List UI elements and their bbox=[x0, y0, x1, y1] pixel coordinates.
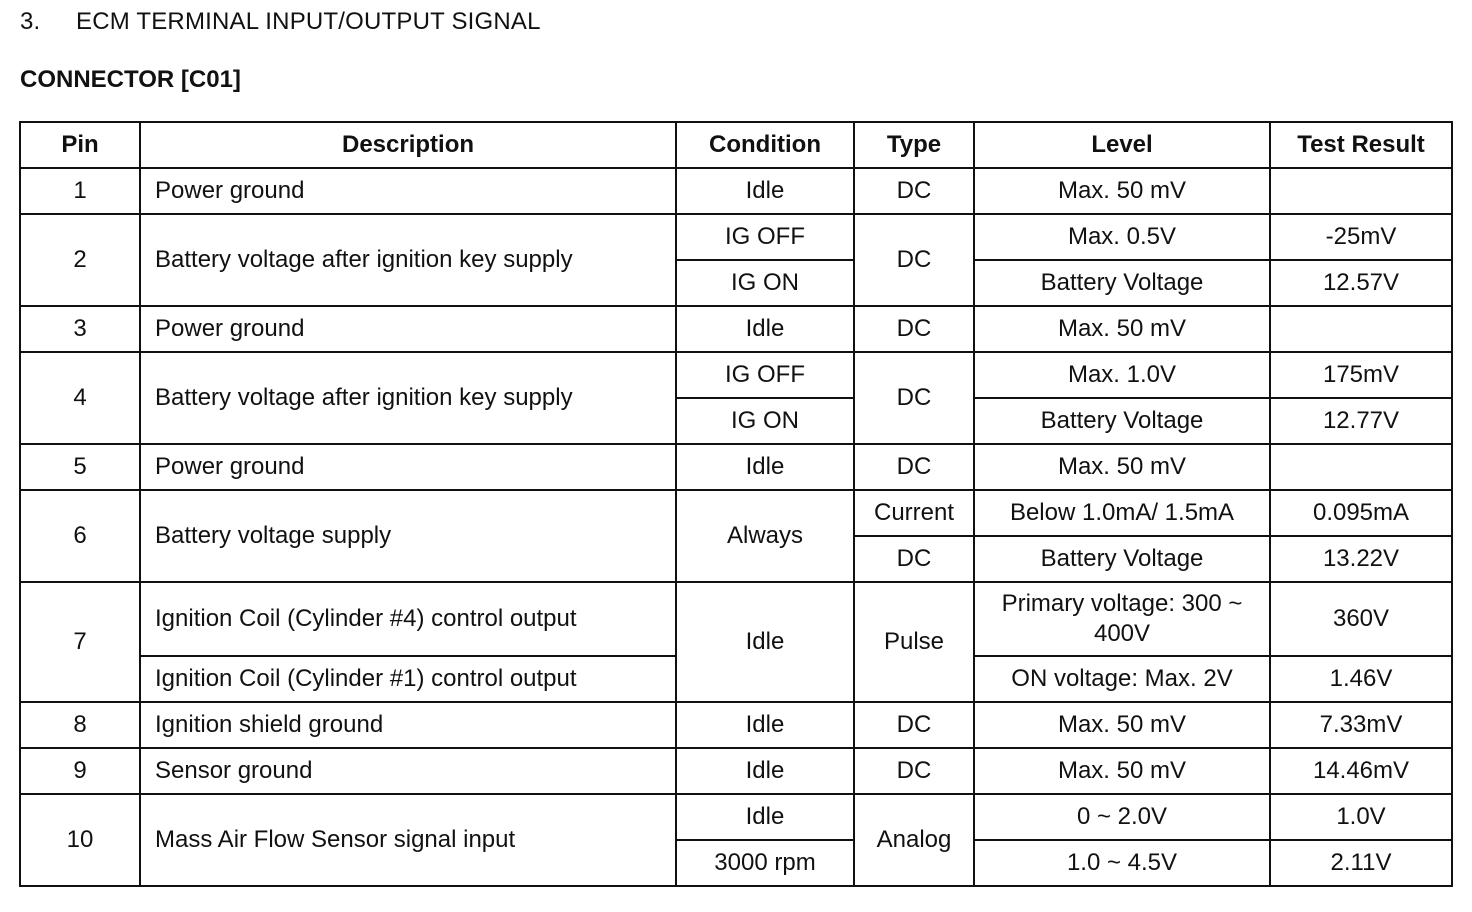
type-cell: DC bbox=[854, 352, 974, 444]
section-number: 3. bbox=[20, 8, 41, 35]
table-row bbox=[20, 794, 1452, 840]
header-row bbox=[20, 122, 1452, 168]
table-row bbox=[20, 168, 1452, 214]
header-type: Type bbox=[854, 122, 974, 168]
table-row bbox=[20, 214, 1452, 260]
pin-cell: 5 bbox=[20, 444, 140, 490]
result-cell: 0.095mA bbox=[1270, 490, 1452, 536]
section-title: ECM TERMINAL INPUT/OUTPUT SIGNAL bbox=[76, 8, 541, 35]
table-row bbox=[20, 702, 1452, 748]
condition-cell: 3000 rpm bbox=[676, 840, 854, 886]
type-cell: Analog bbox=[854, 794, 974, 886]
description-cell: Mass Air Flow Sensor signal input bbox=[140, 794, 676, 886]
pin-cell: 8 bbox=[20, 702, 140, 748]
result-cell bbox=[1270, 306, 1452, 352]
condition-cell: Idle bbox=[676, 582, 854, 702]
result-cell: 360V bbox=[1270, 582, 1452, 656]
header-test-result: Test Result bbox=[1270, 122, 1452, 168]
level-cell: Battery Voltage bbox=[974, 398, 1270, 444]
table-row bbox=[20, 490, 1452, 536]
description-cell: Ignition Coil (Cylinder #1) control output bbox=[140, 656, 676, 702]
level-cell: Below 1.0mA/ 1.5mA bbox=[974, 490, 1270, 536]
condition-cell: IG OFF bbox=[676, 352, 854, 398]
condition-cell: Idle bbox=[676, 168, 854, 214]
level-cell: Max. 50 mV bbox=[974, 444, 1270, 490]
table-row bbox=[20, 352, 1452, 398]
description-cell: Power ground bbox=[140, 306, 676, 352]
result-cell: 13.22V bbox=[1270, 536, 1452, 582]
description-cell: Power ground bbox=[140, 444, 676, 490]
type-cell: DC bbox=[854, 444, 974, 490]
pin-cell: 7 bbox=[20, 582, 140, 702]
description-cell: Sensor ground bbox=[140, 748, 676, 794]
level-cell: ON voltage: Max. 2V bbox=[974, 656, 1270, 702]
connector-title: CONNECTOR [C01] bbox=[20, 66, 241, 93]
pin-cell: 3 bbox=[20, 306, 140, 352]
condition-cell: IG OFF bbox=[676, 214, 854, 260]
description-cell: Battery voltage after ignition key supply bbox=[140, 214, 676, 306]
result-cell: 12.77V bbox=[1270, 398, 1452, 444]
result-cell: 1.46V bbox=[1270, 656, 1452, 702]
condition-cell: Idle bbox=[676, 444, 854, 490]
header-description: Description bbox=[140, 122, 676, 168]
level-cell: Primary voltage: 300 ~ 400V bbox=[974, 582, 1270, 656]
result-cell: 1.0V bbox=[1270, 794, 1452, 840]
type-cell: DC bbox=[854, 536, 974, 582]
level-cell: Max. 50 mV bbox=[974, 748, 1270, 794]
condition-cell: Idle bbox=[676, 306, 854, 352]
condition-cell: IG ON bbox=[676, 260, 854, 306]
pin-cell: 2 bbox=[20, 214, 140, 306]
level-cell: Max. 1.0V bbox=[974, 352, 1270, 398]
condition-cell: Always bbox=[676, 490, 854, 582]
level-cell: 0 ~ 2.0V bbox=[974, 794, 1270, 840]
result-cell bbox=[1270, 168, 1452, 214]
pin-cell: 9 bbox=[20, 748, 140, 794]
table-row bbox=[20, 748, 1452, 794]
type-cell: DC bbox=[854, 306, 974, 352]
table-row bbox=[20, 306, 1452, 352]
result-cell: -25mV bbox=[1270, 214, 1452, 260]
description-cell: Battery voltage supply bbox=[140, 490, 676, 582]
table-row bbox=[20, 444, 1452, 490]
result-cell: 12.57V bbox=[1270, 260, 1452, 306]
condition-cell: Idle bbox=[676, 794, 854, 840]
condition-cell: IG ON bbox=[676, 398, 854, 444]
pin-cell: 10 bbox=[20, 794, 140, 886]
header-pin: Pin bbox=[20, 122, 140, 168]
level-cell: Max. 50 mV bbox=[974, 306, 1270, 352]
result-cell: 175mV bbox=[1270, 352, 1452, 398]
description-cell: Power ground bbox=[140, 168, 676, 214]
pin-cell: 1 bbox=[20, 168, 140, 214]
type-cell: Pulse bbox=[854, 582, 974, 702]
pin-cell: 6 bbox=[20, 490, 140, 582]
description-cell: Ignition Coil (Cylinder #4) control output bbox=[140, 582, 676, 656]
result-cell: 2.11V bbox=[1270, 840, 1452, 886]
type-cell: DC bbox=[854, 748, 974, 794]
level-cell: Max. 50 mV bbox=[974, 168, 1270, 214]
type-cell: Current bbox=[854, 490, 974, 536]
level-cell: Max. 50 mV bbox=[974, 702, 1270, 748]
type-cell: DC bbox=[854, 702, 974, 748]
header-level: Level bbox=[974, 122, 1270, 168]
header-condition: Condition bbox=[676, 122, 854, 168]
type-cell: DC bbox=[854, 168, 974, 214]
section-heading bbox=[20, 8, 541, 36]
level-cell: 1.0 ~ 4.5V bbox=[974, 840, 1270, 886]
table-row bbox=[20, 582, 1452, 656]
result-cell: 14.46mV bbox=[1270, 748, 1452, 794]
level-cell: Max. 0.5V bbox=[974, 214, 1270, 260]
result-cell: 7.33mV bbox=[1270, 702, 1452, 748]
level-cell: Battery Voltage bbox=[974, 260, 1270, 306]
level-cell: Battery Voltage bbox=[974, 536, 1270, 582]
signal-table bbox=[19, 121, 1453, 887]
type-cell: DC bbox=[854, 214, 974, 306]
condition-cell: Idle bbox=[676, 702, 854, 748]
result-cell bbox=[1270, 444, 1452, 490]
condition-cell: Idle bbox=[676, 748, 854, 794]
description-cell: Battery voltage after ignition key supply bbox=[140, 352, 676, 444]
pin-cell: 4 bbox=[20, 352, 140, 444]
description-cell: Ignition shield ground bbox=[140, 702, 676, 748]
